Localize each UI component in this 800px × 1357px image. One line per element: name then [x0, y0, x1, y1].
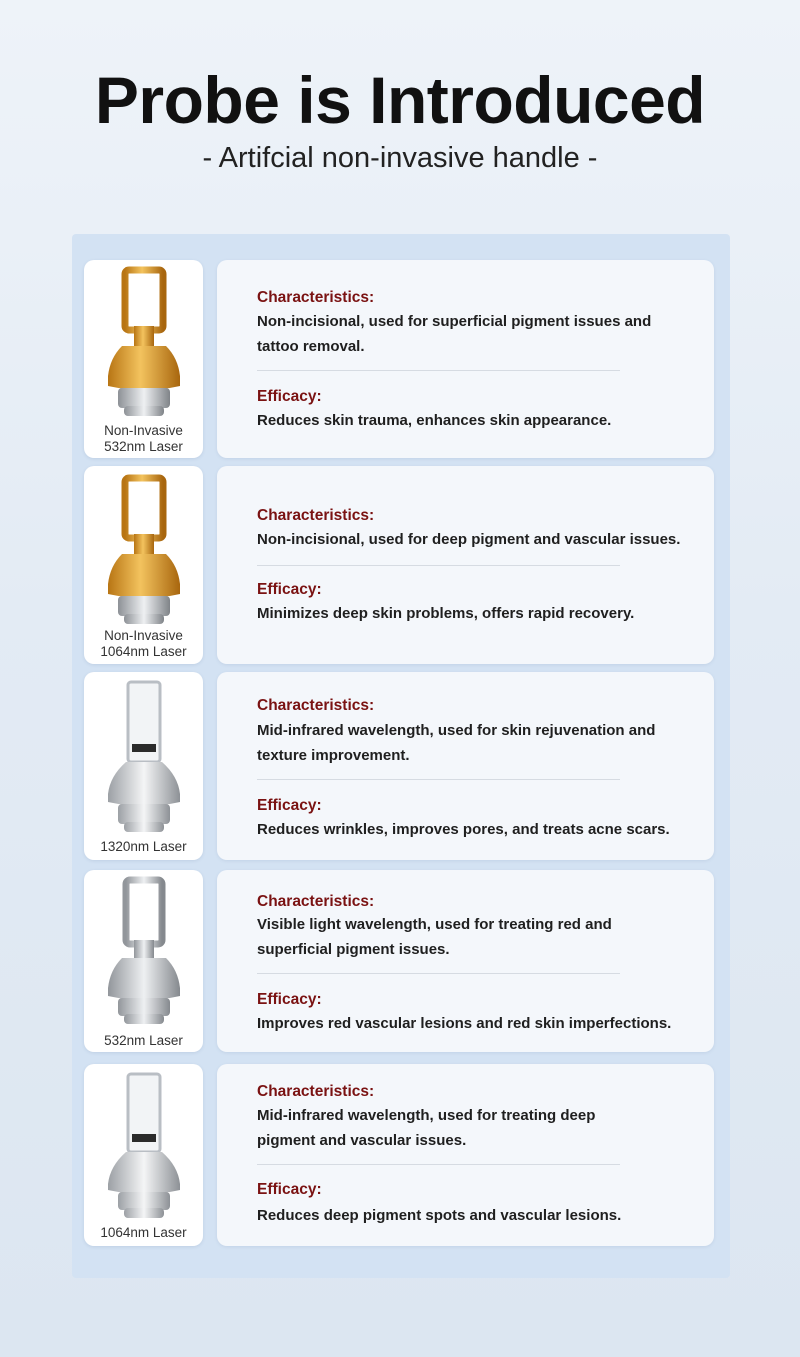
characteristics-line1: Mid-infrared wavelength, used for treating deep	[257, 1107, 596, 1124]
probe-label: 532nm Laser	[104, 1033, 183, 1048]
efficacy-heading: Efficacy:	[257, 797, 322, 814]
probe-info-card-532-noninvasive	[217, 260, 714, 458]
page-subtitle: - Artifcial non-invasive handle -	[202, 142, 598, 174]
characteristics-line1: Non-incisional, used for superficial pigment issues and	[257, 313, 652, 330]
characteristics-heading: Characteristics:	[257, 289, 375, 306]
probe-label-line2: 1064nm Laser	[100, 644, 187, 659]
characteristics-heading: Characteristics:	[257, 893, 375, 910]
divider	[257, 370, 620, 371]
probe-label-line1: Non-Invasive	[104, 423, 183, 438]
probe-silver-icon	[98, 678, 190, 836]
characteristics-line2: pigment and vascular issues.	[257, 1132, 467, 1149]
probe-info-card-532	[217, 870, 714, 1052]
probe-silver-icon	[98, 876, 190, 1030]
characteristics-line2: texture improvement.	[257, 747, 410, 764]
probe-gold-icon	[98, 472, 190, 630]
divider	[257, 779, 620, 780]
characteristics-heading: Characteristics:	[257, 1083, 375, 1100]
efficacy-text: Reduces deep pigment spots and vascular lesions.	[257, 1207, 622, 1224]
efficacy-text: Minimizes deep skin problems, offers rapid recovery.	[257, 605, 635, 622]
probe-image-card-1064	[84, 1064, 203, 1246]
probe-info-card-1320	[217, 672, 714, 860]
efficacy-text: Reduces skin trauma, enhances skin appearance.	[257, 412, 612, 429]
probe-label-line1: Non-Invasive	[104, 628, 183, 643]
probe-image-card-1320	[84, 672, 203, 860]
probe-label-line2: 532nm Laser	[104, 439, 183, 454]
characteristics-heading: Characteristics:	[257, 697, 375, 714]
characteristics-line2: tattoo removal.	[257, 338, 365, 355]
divider	[257, 565, 620, 566]
characteristics-line1: Visible light wavelength, used for treating red and	[257, 916, 612, 933]
divider	[257, 1164, 620, 1165]
probe-image-card-532-noninvasive	[84, 260, 203, 458]
probe-label: 1064nm Laser	[100, 1225, 187, 1240]
probe-gold-icon	[98, 266, 190, 424]
characteristics-line1: Mid-infrared wavelength, used for skin rejuvenation and	[257, 722, 656, 739]
probe-info-card-1064	[217, 1064, 714, 1246]
page-title: Probe is Introduced	[94, 63, 706, 137]
probe-image-card-532	[84, 870, 203, 1052]
probe-silver-icon	[98, 1070, 190, 1224]
efficacy-heading: Efficacy:	[257, 581, 322, 598]
probe-info-card-1064-noninvasive	[217, 466, 714, 664]
efficacy-heading: Efficacy:	[257, 388, 322, 405]
efficacy-heading: Efficacy:	[257, 991, 322, 1008]
efficacy-text: Reduces wrinkles, improves pores, and treats acne scars.	[257, 821, 670, 838]
efficacy-heading: Efficacy:	[257, 1181, 322, 1198]
characteristics-heading: Characteristics:	[257, 507, 375, 524]
characteristics-line1: Non-incisional, used for deep pigment and vascular issues.	[257, 531, 681, 548]
divider	[257, 973, 620, 974]
probe-label: 1320nm Laser	[100, 839, 187, 854]
characteristics-line2: superficial pigment issues.	[257, 941, 450, 958]
probe-image-card-1064-noninvasive	[84, 466, 203, 664]
efficacy-text: Improves red vascular lesions and red skin imperfections.	[257, 1015, 672, 1032]
